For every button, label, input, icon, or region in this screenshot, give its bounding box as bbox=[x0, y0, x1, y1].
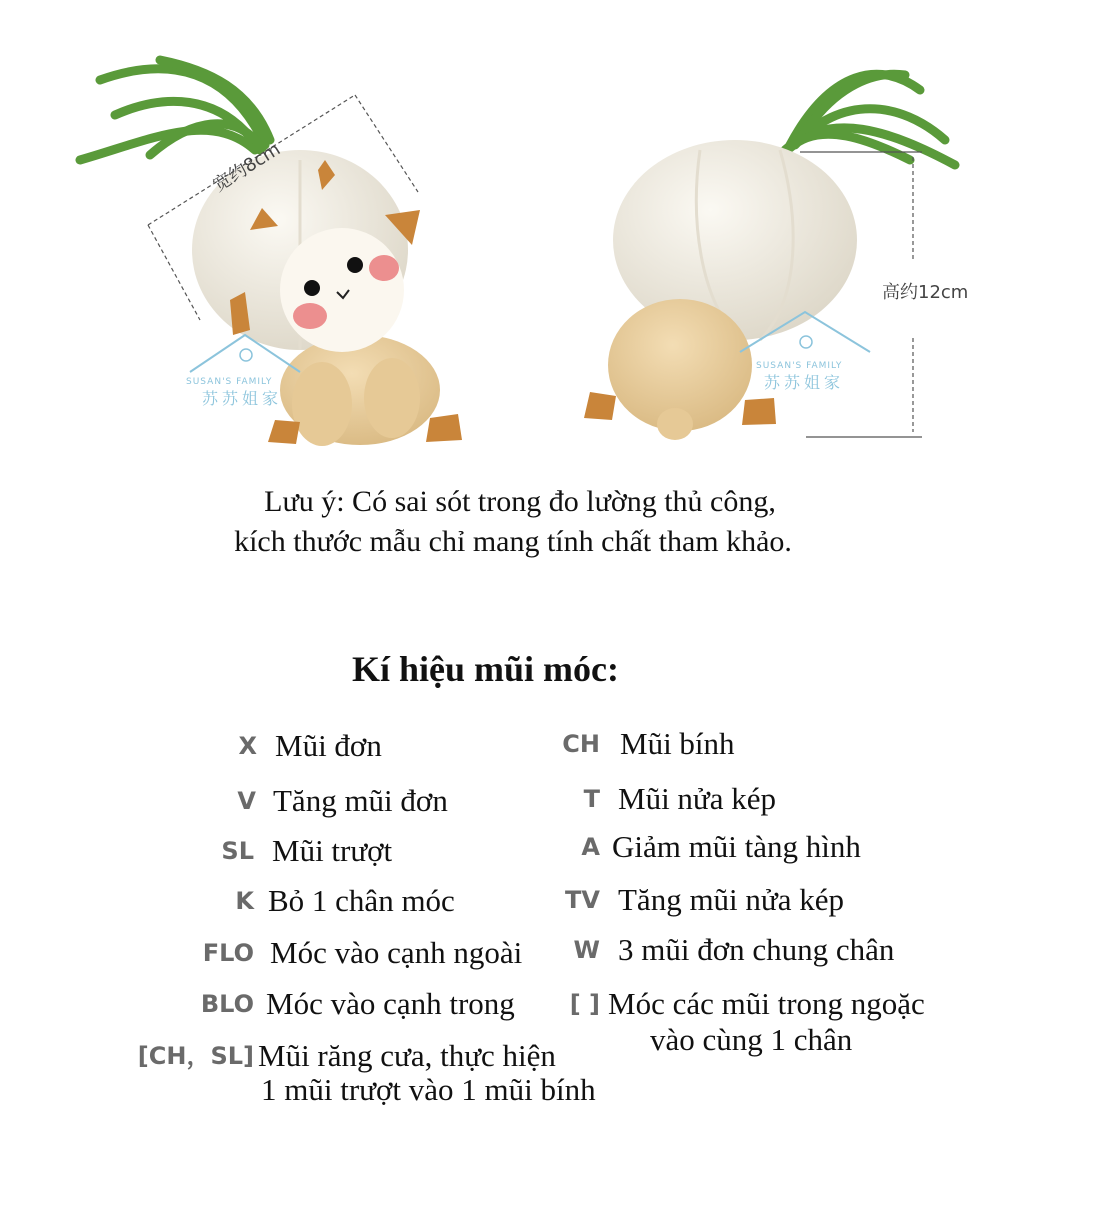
legend-item-sl bbox=[0, 831, 560, 871]
front-eye-left bbox=[304, 280, 320, 296]
legend-code: A bbox=[581, 833, 600, 861]
legend-item-brackets bbox=[540, 984, 980, 1060]
front-foot-right bbox=[426, 414, 462, 442]
front-face bbox=[280, 228, 404, 352]
legend-code: W bbox=[573, 936, 600, 964]
back-foot-right bbox=[742, 398, 776, 425]
legend-desc: Mũi trượt bbox=[272, 833, 393, 868]
legend-code: FLO bbox=[202, 939, 254, 967]
note-line-1: Lưu ý: Có sai sót trong đo lường thủ công, bbox=[264, 485, 776, 518]
back-view-doll bbox=[584, 74, 968, 440]
legend-code: BLO bbox=[200, 990, 254, 1018]
legend-item-a bbox=[540, 827, 980, 867]
front-view-doll bbox=[80, 60, 462, 446]
front-cheek-left bbox=[293, 303, 327, 329]
legend-item-k bbox=[0, 881, 560, 921]
legend-desc: Móc vào cạnh ngoài bbox=[270, 935, 523, 970]
legend-code: V bbox=[237, 787, 256, 815]
legend-item-tv bbox=[540, 880, 980, 920]
legend-code: X bbox=[238, 732, 257, 760]
legend-code: TV bbox=[565, 886, 600, 914]
legend-desc-line-2: vào cùng 1 chân bbox=[650, 1022, 853, 1057]
legend-desc: Mũi nửa kép bbox=[618, 781, 776, 816]
legend-item-w bbox=[540, 930, 980, 970]
legend-desc: Móc vào cạnh trong bbox=[266, 986, 515, 1021]
legend-item-t bbox=[540, 779, 980, 819]
legend-title: Kí hiệu mũi móc: bbox=[352, 649, 619, 689]
legend-item-ch bbox=[540, 724, 980, 764]
legend-desc: Mũi đơn bbox=[275, 728, 382, 763]
legend-code: K bbox=[235, 887, 254, 915]
legend-item-x bbox=[0, 726, 560, 766]
back-watermark-cn: 苏苏姐家 bbox=[764, 373, 845, 392]
legend-item-flo bbox=[0, 933, 560, 973]
legend-code: CH bbox=[562, 730, 600, 758]
legend-desc-line-2: 1 mũi trượt vào 1 mũi bính bbox=[261, 1072, 596, 1107]
back-foot-left bbox=[584, 392, 616, 420]
legend-code: [ ] bbox=[569, 990, 600, 1018]
height-label: 高约12cm bbox=[882, 282, 969, 303]
legend-desc: Mũi răng cưa, thực hiện bbox=[258, 1038, 556, 1073]
legend-desc: Tăng mũi nửa kép bbox=[618, 882, 844, 917]
legend-code: T bbox=[583, 785, 600, 813]
legend-desc: Móc các mũi trong ngoặc bbox=[608, 986, 925, 1021]
back-watermark-en: SUSAN'S FAMILY bbox=[756, 361, 843, 371]
width-label: 宽约8cm bbox=[209, 138, 285, 197]
legend-desc: Bỏ 1 chân móc bbox=[268, 883, 455, 918]
front-leaves bbox=[80, 60, 270, 160]
front-foot-left bbox=[268, 420, 300, 444]
legend-item-ch-sl bbox=[0, 1036, 600, 1112]
back-leaves bbox=[785, 74, 955, 165]
legend-item-blo bbox=[0, 984, 560, 1024]
legend-desc: Tăng mũi đơn bbox=[273, 783, 448, 818]
front-watermark-cn: 苏苏姐家 bbox=[202, 389, 283, 408]
back-tail bbox=[657, 408, 693, 440]
front-arm bbox=[292, 362, 352, 446]
front-cheek-right bbox=[369, 255, 399, 281]
product-photos-svg bbox=[0, 0, 1096, 470]
product-photos bbox=[0, 0, 1096, 470]
front-eye-right bbox=[347, 257, 363, 273]
legend-code: [CH，SL] bbox=[137, 1042, 254, 1070]
note-line-2: kích thước mẫu chỉ mang tính chất tham khảo. bbox=[234, 525, 792, 558]
legend-item-v bbox=[0, 781, 560, 821]
legend-desc: 3 mũi đơn chung chân bbox=[618, 932, 895, 967]
legend-desc: Mũi bính bbox=[620, 726, 735, 761]
legend-desc: Giảm mũi tàng hình bbox=[612, 829, 861, 864]
legend-code: SL bbox=[221, 837, 254, 865]
measurement-note bbox=[0, 482, 1096, 562]
front-watermark-en: SUSAN'S FAMILY bbox=[186, 377, 273, 387]
